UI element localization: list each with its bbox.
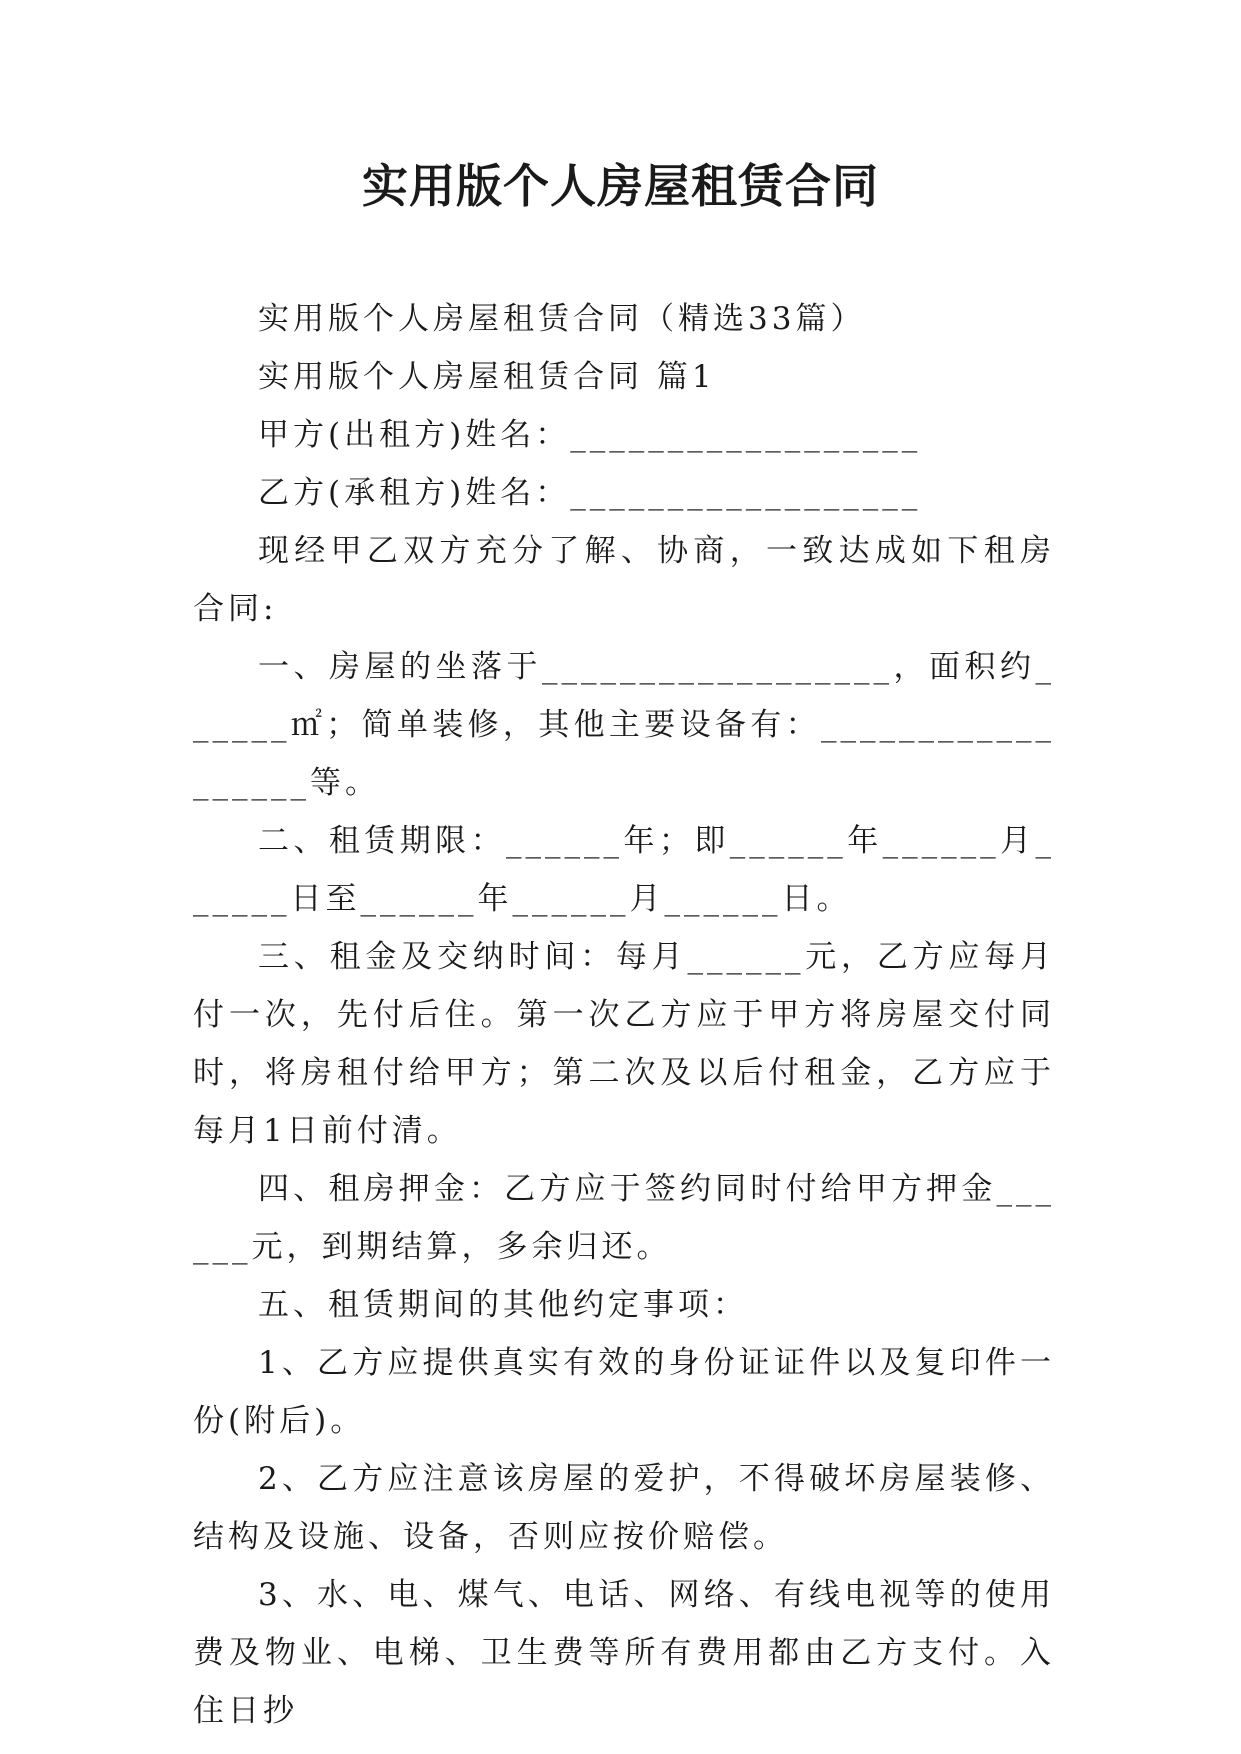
paragraph-item-2: 2、乙方应注意该房屋的爱护，不得破坏房屋装修、结构及设施、设备，否则应按价赔偿。	[193, 1461, 1055, 1555]
paragraph-clause-4: 四、租房押金：乙方应于签约同时付给甲方押金______元，到期结算，多余归还。	[193, 1171, 1055, 1265]
paragraph-item-3: 3、水、电、煤气、电话、网络、有线电视等的使用费及物业、电梯、卫生费等所有费用都由乙方支付。入住日抄	[193, 1577, 1055, 1729]
paragraph-clause-1: 一、房屋的坐落于__________________，面积约______㎡；简单装修，其他主要设备有：__________________等。	[193, 649, 1055, 801]
paragraph-intro: 现经甲乙双方充分了解、协商，一致达成如下租房合同:	[193, 533, 1055, 627]
document-title: 实用版个人房屋租赁合同	[362, 159, 879, 213]
paragraph-subtitle: 实用版个人房屋租赁合同（精选33篇）	[258, 301, 866, 337]
paragraph-section-heading: 实用版个人房屋租赁合同 篇1	[258, 359, 716, 395]
paragraph-clause-5: 五、租赁期间的其他约定事项：	[258, 1287, 748, 1323]
paragraph-party-b: 乙方(承租方)姓名：__________________	[258, 475, 922, 511]
paragraph-clause-2: 二、租赁期限：______年；即______年______月______日至______年______月______日。	[193, 823, 1055, 917]
paragraph-party-a: 甲方(出租方)姓名：__________________	[258, 417, 922, 453]
document-body	[193, 290, 1055, 1740]
paragraph-clause-3: 三、租金及交纳时间：每月______元，乙方应每月付一次，先付后住。第一次乙方应于甲方将房屋交付同时，将房租付给甲方；第二次及以后付租金，乙方应于每月1日前付清。	[193, 939, 1055, 1149]
paragraph-item-1: 1、乙方应提供真实有效的身份证证件以及复印件一份(附后)。	[193, 1345, 1055, 1439]
